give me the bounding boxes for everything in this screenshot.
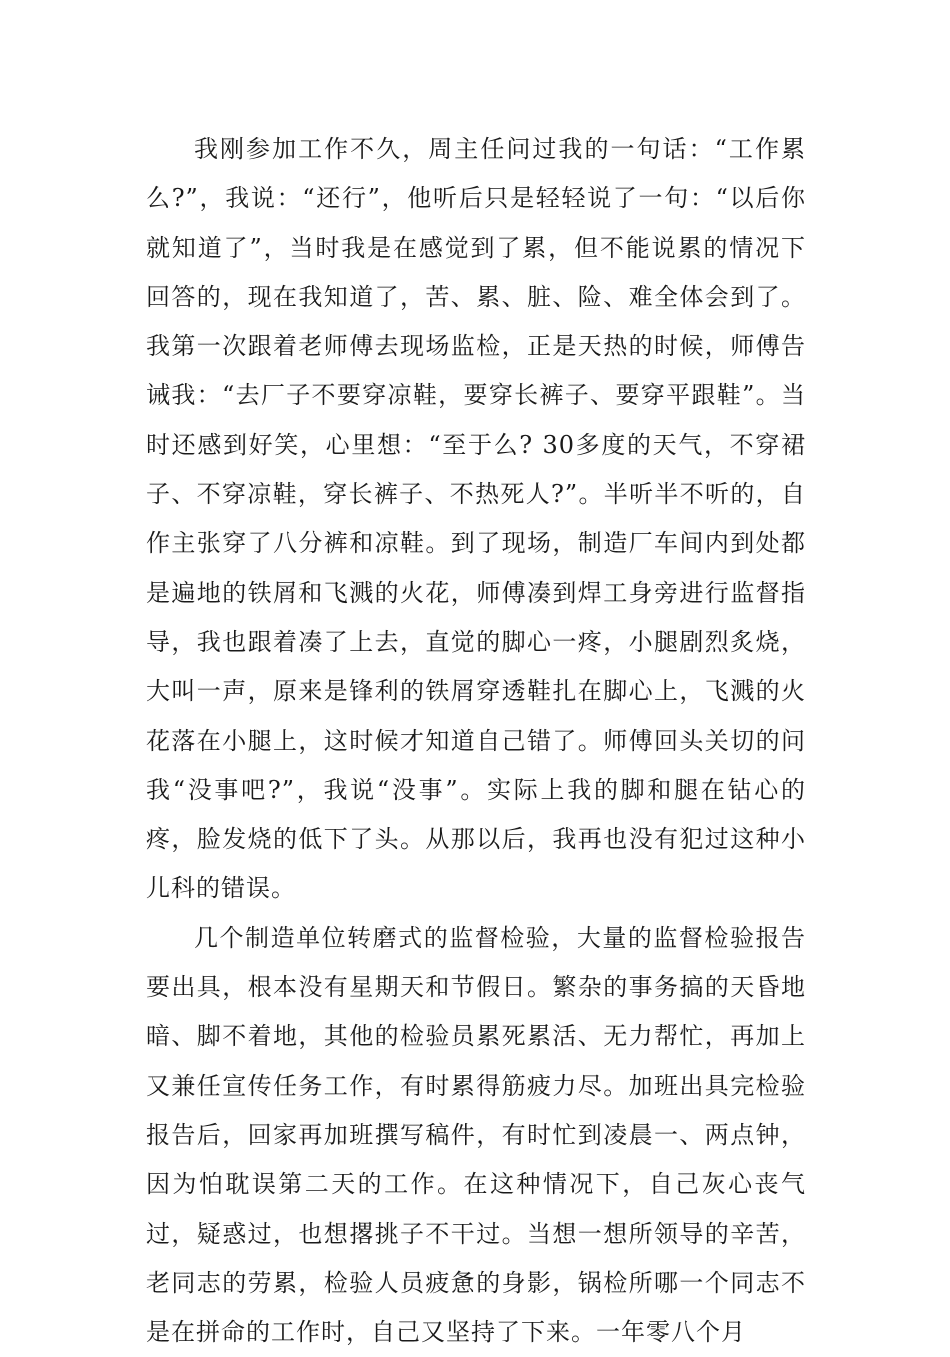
document-body [146,125,806,1357]
paragraph: 我刚参加工作不久，周主任问过我的一句话：“工作累么?”，我说：“还行”，他听后只是轻轻说了一句：“以后你就知道了”，当时我是在感觉到了累，但不能说累的情况下回答的，现在我知道了，苦、累、脏、险、难全体会到了。我第一次跟着老师傅去现场监检，正是天热的时候，师傅告诫我：“去厂子不要穿凉鞋，要穿长裤子、要穿平跟鞋”。当时还感到好笑，心里想：“至于么? 30多度的天气，不穿裙子、不穿凉鞋，穿长裤子、不热死人?”。半听半不听的，自作主张穿了八分裤和凉鞋。到了现场，制造厂车间内到处都是遍地的铁屑和飞溅的火花，师傅凑到焊工身旁进行监督指导，我也跟着凑了上去，直觉的脚心一疼，小腿剧烈炙烧，大叫一声，原来是锋利的铁屑穿透鞋扎在脚心上，飞溅的火花落在小腿上，这时候才知道自己错了。师傅回头关切的问我“没事吧?”，我说“没事”。实际上我的脚和腿在钻心的疼，脸发烧的低下了头。从那以后，我再也没有犯过这种小儿科的错误。 [146,135,806,903]
paragraph: 几个制造单位转磨式的监督检验，大量的监督检验报告要出具，根本没有星期天和节假日。繁杂的事务搞的天昏地暗、脚不着地，其他的检验员累死累活、无力帮忙，再加上又兼任宣传任务工作，有时累得筋疲力尽。加班出具完检验报告后，回家再加班撰写稿件，有时忙到凌晨一、两点钟，因为怕耽误第二天的工作。在这种情况下，自己灰心丧气过，疑惑过，也想撂挑子不干过。当想一想所领导的辛苦，老同志的劳累，检验人员疲惫的身影，锅检所哪一个同志不是在拼命的工作时，自己又坚持了下来。一年零八个月 [146,923,806,1347]
